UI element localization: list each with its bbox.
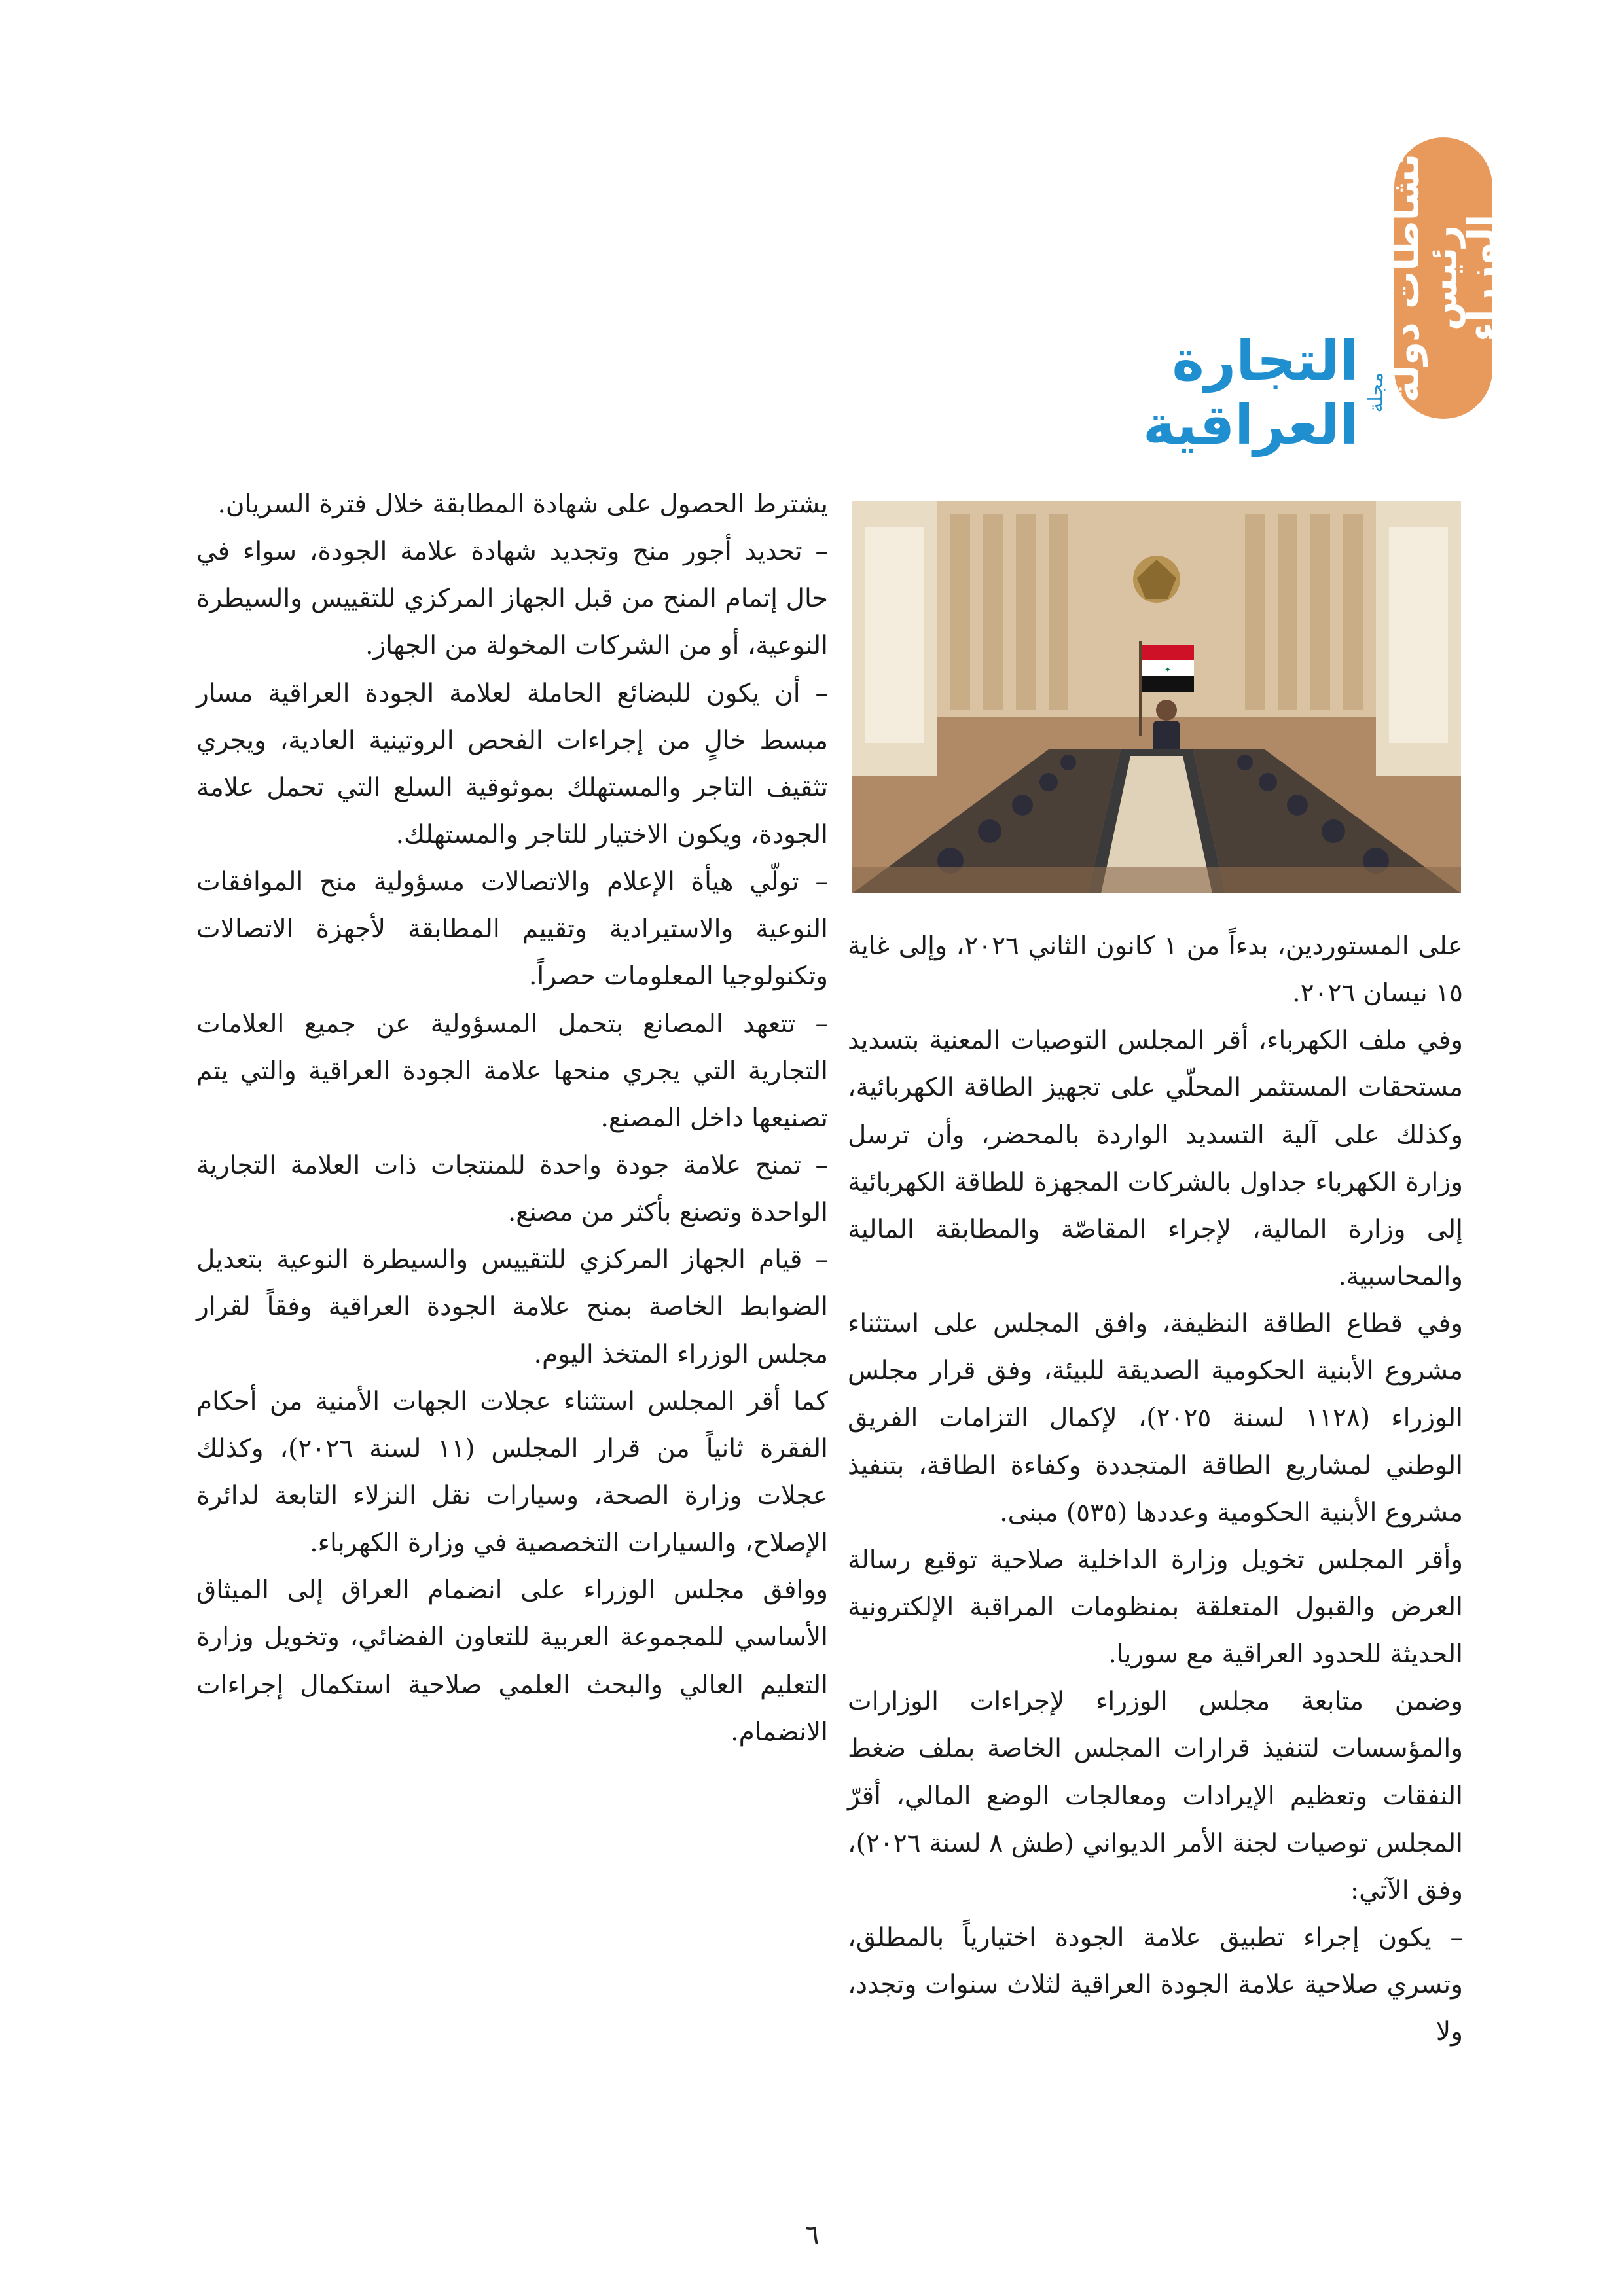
eagle-emblem-icon [1133, 556, 1180, 603]
article-column-right [848, 923, 1463, 2056]
window-left [852, 501, 937, 776]
paragraph: على المستوردين، بدءاً من ١ كانون الثاني ٢٠٢٦، وإلى غاية ١٥ نيسان ٢٠٢٦. [848, 931, 1463, 1009]
paragraph: كما أقر المجلس استثناء عجلات الجهات الأمنية من أحكام الفقرة ثانياً من قرار المجلس (١١ لسنة ٢٠٢٦)، وكذلك عجلات وزارة الصحة، وسيارات نقل النزلاء التابعة لدائرة الإصلاح، والسيارات التخصصية في وزارة الكهرباء. [196, 1386, 828, 1558]
page-number: ٦ [804, 2219, 820, 2251]
paragraph: ووافق مجلس الوزراء على انضمام العراق إلى الميثاق الأساسي للمجموعة العربية للتعاون الفضائي، وتخويل وزارة التعليم العالي والبحث العلمي صلاحية استكمال إجراءات الانضمام. [196, 1575, 828, 1747]
meeting-photo-illustration [852, 501, 1461, 893]
magazine-masthead [1080, 329, 1388, 457]
paragraph: – تحديد أجور منح وتجديد شهادة علامة الجودة، سواء في حال إتمام المنح من قبل الجهاز المركزي للتقييس والسيطرة النوعية، أو من الشركات المخولة من الجهاز. [196, 537, 828, 661]
paragraph: وضمن متابعة مجلس الوزراء لإجراءات الوزارات والمؤسسات لتنفيذ قرارات المجلس الخاصة بملف ضغط النفقات وتعظيم الإيرادات ومعالجات الوضع المالي، أقرّ المجلس توصيات لجنة الأمر الديواني (طش ٨ لسنة ٢٠٢٦)، وفق الآتي: [848, 1687, 1463, 1905]
section-tab [1383, 137, 1504, 419]
paragraph: يشترط الحصول على شهادة المطابقة خلال فترة السريان. [217, 490, 828, 519]
paragraph: وفي ملف الكهرباء، أقر المجلس التوصيات المعنية بتسديد مستحقات المستثمر المحلّي على تجهيز الطاقة الكهربائية، وكذلك على آلية التسديد الواردة بالمحضر، وأن ترسل وزارة الكهرباء جداول بالشركات المجهزة للطاقة الكهربائية إلى وزارة المالية، لإجراء المقاصّة والمطابقة المالية والمحاسبية. [848, 1026, 1463, 1291]
paragraph: – قيام الجهاز المركزي للتقييس والسيطرة النوعية بتعديل الضوابط الخاصة بمنح علامة الجودة العراقية وفقاً لقرار مجلس الوزراء المتخذ اليوم. [196, 1245, 828, 1369]
masthead-title: التجارة العراقية [1142, 329, 1358, 457]
article-column-left [196, 481, 828, 1756]
carpet-foreground [852, 867, 1461, 893]
window-right [1376, 501, 1461, 776]
svg-text:✦: ✦ [1164, 665, 1172, 674]
masthead-small-label: مجلة [1365, 372, 1388, 413]
chairman-figure [1153, 700, 1180, 753]
paragraph: وأقر المجلس تخويل وزارة الداخلية صلاحية توقيع رسالة العرض والقبول المتعلقة بمنظومات المراقبة الإلكترونية الحديثة للحدود العراقية مع سوريا. [848, 1545, 1463, 1670]
paragraph: – تمنح علامة جودة واحدة للمنتجات ذات العلامة التجارية الواحدة وتصنع بأكثر من مصنع. [196, 1150, 828, 1228]
cabinet-meeting-photo [852, 501, 1461, 893]
section-tab-label: نشاطات دولة رئيس الوزراء [1383, 153, 1504, 403]
paragraph: – يكون إجراء تطبيق علامة الجودة اختيارياً بالمطلق، وتسري صلاحية علامة الجودة العراقية لثلاث سنوات وتجدد، ولا [848, 1922, 1463, 2047]
paragraph: – أن يكون للبضائع الحاملة لعلامة الجودة العراقية مسار مبسط خالٍ من إجراءات الفحص الروتينية العادية، ويجري تثقيف التاجر والمستهلك بموثوقية السلع التي تحمل علامة الجودة، ويكون الاختيار للتاجر والمستهلك. [196, 678, 828, 850]
paragraph: – تولّي هيأة الإعلام والاتصالات مسؤولية منح الموافقات النوعية والاستيرادية وتقييم المطابقة لأجهزة الاتصالات وتكنولوجيا المعلومات حصراً. [196, 867, 828, 992]
paragraph: وفي قطاع الطاقة النظيفة، وافق المجلس على استثناء مشروع الأبنية الحكومية الصديقة للبيئة، وفق قرار مجلس الوزراء (١١٢٨ لسنة ٢٠٢٥)، لإكمال التزامات الفريق الوطني لمشاريع الطاقة المتجددة وكفاءة الطاقة، بتنفيذ مشروع الأبنية الحكومية وعددها (٥٣٥) مبنى. [848, 1309, 1463, 1528]
paragraph: – تتعهد المصانع بتحمل المسؤولية عن جميع العلامات التجارية التي يجري منحها علامة الجودة العراقية والتي يتم تصنيعها داخل المصنع. [196, 1009, 828, 1133]
